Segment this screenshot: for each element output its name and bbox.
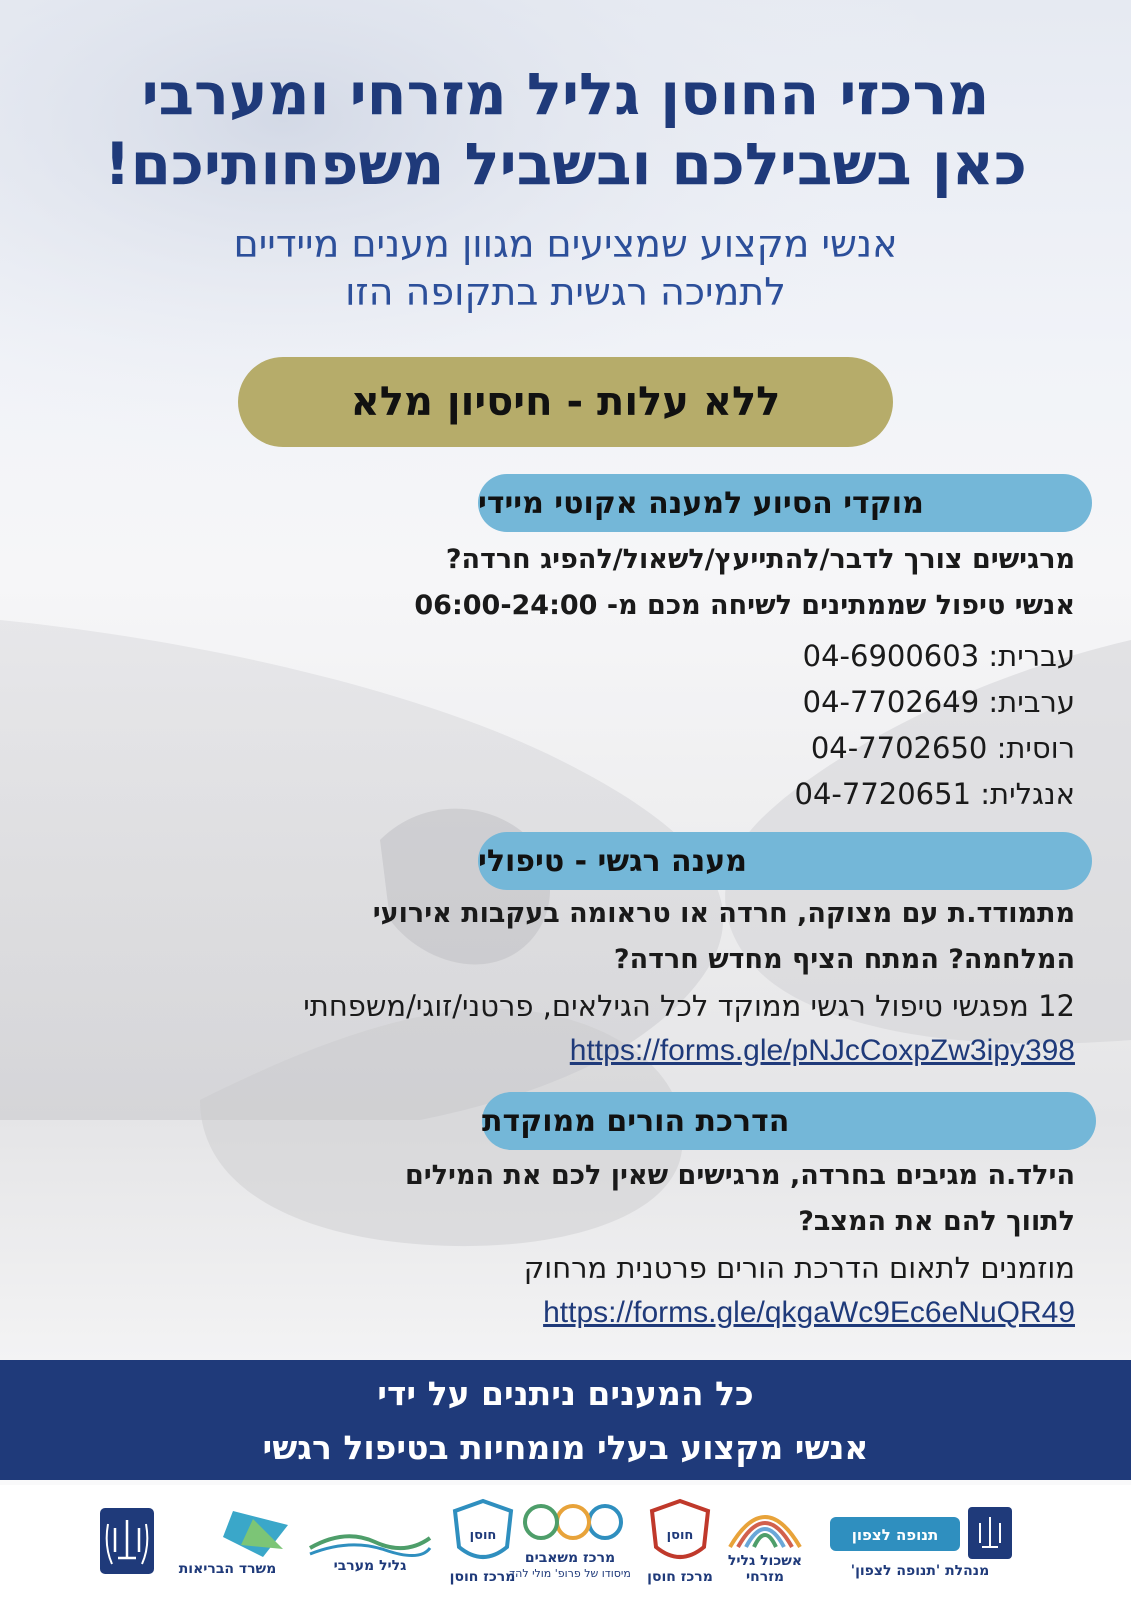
title-line-2: כאן בשבילכם ובשביל משפחותיכם! (104, 130, 1027, 198)
mashabim-logo-text: מרכז משאבים (524, 1550, 616, 1566)
state-emblem-icon (92, 1495, 162, 1587)
phone-row-russian (75, 728, 1075, 768)
eshkol-galil-logo-text: אשכול גליל מזרחי (727, 1553, 803, 1585)
health-ministry-logo-text: משרד הבריאות (178, 1561, 277, 1577)
phone-number[interactable]: 04-7720651 (794, 777, 972, 811)
parents-line-1: הילד.ה מגיבים בחרדה, מרגישים שאין לכם את המילים (404, 1160, 1075, 1191)
phone-label: ערבית: (988, 685, 1075, 719)
galil-west-logo-text: גליל מערבי (333, 1558, 407, 1574)
footer-line-2: אנשי מקצוע בעלי מומחיות בטיפול רגשי (262, 1428, 869, 1467)
tkuma-logo-text: מנהלת 'תנופה לצפון' (850, 1563, 990, 1579)
therapy-line-1: מתמודד.ת עם מצוקה, חרדה או טראומה בעקבות אירועי (372, 898, 1075, 929)
parents-heading: הדרכת הורים ממוקדת (482, 1092, 1096, 1150)
therapy-heading: מענה רגשי - טיפולי (478, 832, 1092, 890)
therapy-form-link[interactable]: https://forms.gle/pNJcCoxpZw3ipy398 (569, 1034, 1075, 1067)
phone-number[interactable]: 04-7702649 (802, 685, 980, 719)
parents-line-2: לתווך להם את המצב? (798, 1206, 1075, 1237)
galil-west-logo (300, 1495, 440, 1587)
parents-form-link[interactable]: https://forms.gle/qkgaWc9Ec6eNuQR49 (543, 1296, 1075, 1329)
logos-strip (0, 1485, 1131, 1600)
phone-label: אנגלית: (980, 777, 1075, 811)
hosen-east-logo-text: מרכז חוסן (647, 1569, 713, 1585)
svg-text:חוסן: חוסן (469, 1528, 496, 1543)
hotlines-line-2: אנשי טיפול שממתינים לשיחה מכם מ- 06:00-24:00 (414, 590, 1075, 621)
phone-row-english (75, 774, 1075, 814)
mashabim-logo-subtext: מיסודו של פרופ' מולי להד (509, 1567, 631, 1580)
footer-line-1: כל המענים ניתנים על ידי (377, 1374, 754, 1413)
hosen-west-logo-text: מרכז חוסן (449, 1569, 516, 1585)
parents-line-3: מוזמנים לתאום הדרכת הורים פרטנית מרחוק (523, 1251, 1075, 1285)
phone-number[interactable]: 04-6900603 (802, 639, 980, 673)
free-confidential-banner: ללא עלות - חיסיון מלא (238, 357, 893, 447)
phone-row-arabic (75, 682, 1075, 722)
therapy-line-3: 12 מפגשי טיפול רגשי ממוקד לכל הגילאים, פרטני/זוגי/משפחתי (303, 989, 1075, 1023)
svg-text:חוסן: חוסן (666, 1528, 694, 1543)
subtitle-line-2: לתמיכה רגשית בתקופה הזו (345, 270, 786, 314)
tkuma-logo (820, 1495, 1020, 1587)
hotlines-line-1: מרגישים צורך לדבר/להתייעץ/לשאול/להפיג חרדה? (445, 544, 1075, 575)
title-line-1: מרכזי החוסן גליל מזרחי ומערבי (141, 60, 990, 128)
health-ministry-logo (160, 1495, 295, 1587)
phone-row-hebrew (75, 636, 1075, 676)
svg-text:תנופה לצפון: תנופה לצפון (851, 1526, 939, 1544)
mashabim-logo (500, 1495, 640, 1587)
subtitle-line-1: אנשי מקצוע שמציעים מגוון מענים מיידיים (233, 222, 898, 266)
hosen-east-logo (640, 1495, 720, 1587)
hotlines-heading: מוקדי הסיוע למענה אקוטי מיידי (478, 474, 1092, 532)
footer-banner (0, 1360, 1131, 1480)
therapy-line-2: המלחמה? המתח הציף מחדש חרדה? (613, 944, 1075, 975)
hosen-west-logo (445, 1495, 520, 1587)
eshkol-galil-logo (715, 1495, 815, 1587)
phone-label: עברית: (988, 639, 1075, 673)
phone-number[interactable]: 04-7702650 (810, 731, 988, 765)
phone-label: רוסית: (996, 731, 1075, 765)
